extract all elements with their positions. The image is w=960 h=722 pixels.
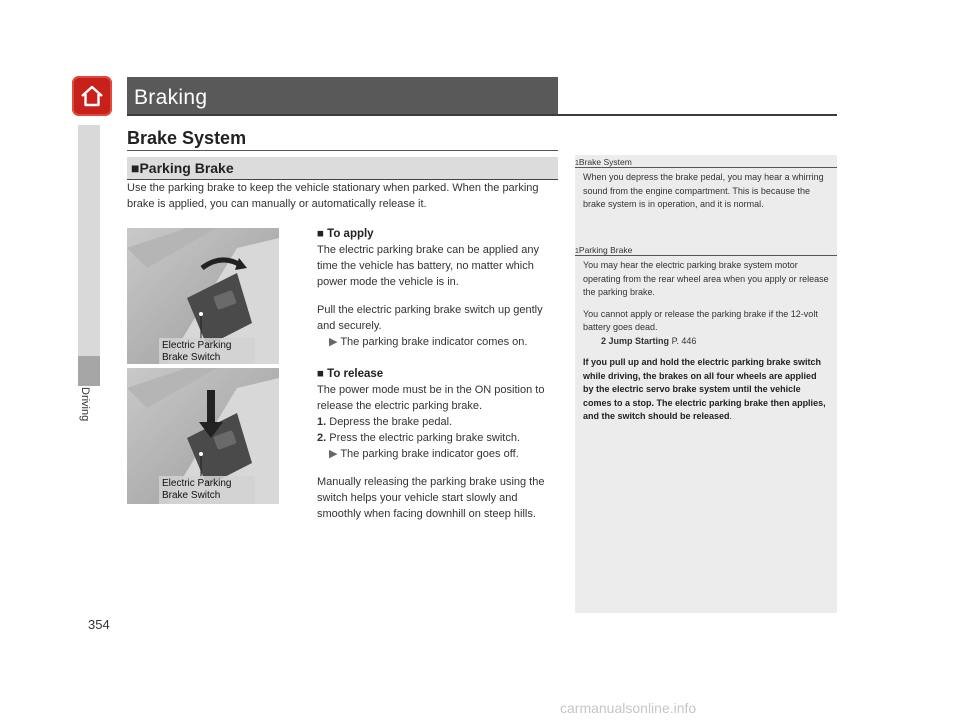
release-result: ▶ The parking brake indicator goes off. — [329, 448, 519, 460]
release-step-1: 1. Depress the brake pedal. — [317, 416, 453, 428]
watermark: carmanualsonline.info — [560, 700, 697, 716]
note-parking-brake-title: 1Parking Brake — [575, 245, 633, 255]
note-parking-brake-text-1: You may hear the electric parking brake system motor operating from the rear wheel area when you apply or release the parking brake. — [583, 260, 829, 297]
release-caption: Electric Parking Brake Switch — [159, 476, 255, 504]
release-heading: ■ To release — [317, 368, 384, 380]
apply-caption: Electric Parking Brake Switch — [159, 338, 255, 364]
note-brake-system-title: 1Brake System — [575, 157, 632, 167]
note-parking-brake-text-2: You cannot apply or release the parking brake if the 12-volt battery goes dead. — [583, 308, 818, 332]
apply-text-1: The electric parking brake can be applied any time the vehicle has battery, no matter which power mode the vehicle is in. — [317, 244, 539, 288]
subsection-title: ■Parking Brake — [131, 160, 234, 176]
home-button[interactable] — [72, 76, 112, 116]
note-brake-system-body: When you depress the brake pedal, you may hear a whirring sound from the engine compartment. This is because the brake system is in operation, and it is normal. — [583, 172, 824, 209]
apply-section — [317, 226, 561, 350]
release-text-1: The power mode must be in the ON position to release the electric parking brake. — [317, 384, 545, 412]
note-parking-brake-warning: If you pull up and hold the electric parking brake switch while driving, the brakes on all four wheels are applied by the electric servo brake system until the vehicle comes to a stop. The electric parking brake then applies, and the switch should be released. — [583, 357, 826, 421]
note-parking-brake — [575, 245, 837, 424]
apply-illustration — [127, 228, 279, 364]
apply-result: ▶ The parking brake indicator comes on. — [329, 336, 528, 348]
header-divider — [127, 114, 837, 116]
section-title: Brake System — [127, 128, 247, 148]
release-step-2: 2. Press the electric parking brake switch. — [317, 432, 520, 444]
release-text-2: Manually releasing the parking brake using the switch helps your vehicle start slowly and smoothly when facing downhill on steep hills. — [317, 476, 545, 520]
side-tab-marker — [78, 356, 100, 386]
side-tab-bar — [78, 125, 100, 385]
jump-starting-link[interactable]: 2 Jump Starting P. 446 — [601, 335, 697, 346]
release-section — [317, 366, 561, 522]
apply-heading: ■ To apply — [317, 228, 374, 240]
note-brake-system — [575, 157, 837, 212]
side-tab-label: Driving — [79, 387, 91, 422]
section-divider — [127, 150, 558, 151]
chapter-title: Braking — [134, 86, 208, 109]
home-icon — [78, 82, 106, 110]
page-number: 354 — [88, 617, 110, 632]
apply-text-2: Pull the electric parking brake switch up gently and securely. — [317, 304, 543, 332]
intro-paragraph: Use the parking brake to keep the vehicle stationary when parked. When the parking brake is applied, you can manually or automatically release it. — [127, 182, 539, 210]
release-illustration — [127, 368, 279, 504]
